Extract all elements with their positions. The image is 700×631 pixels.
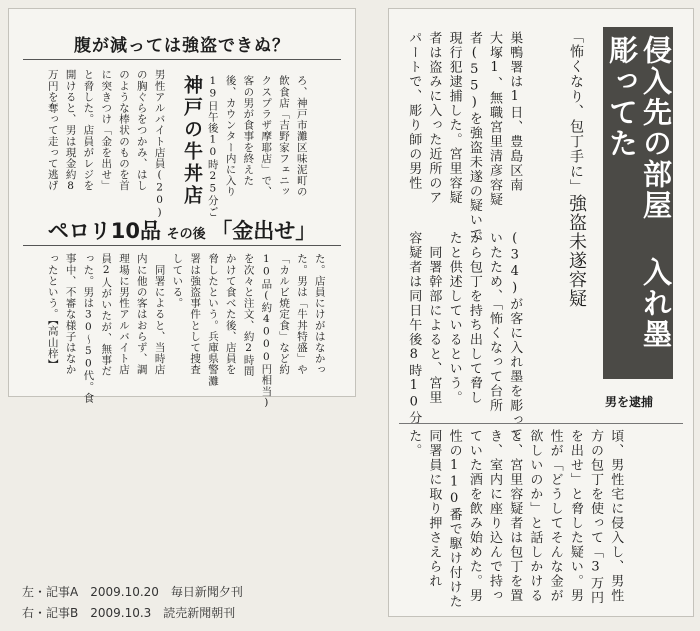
article-a-location-title: 神戸の牛丼店 xyxy=(181,75,203,207)
article-b-headline: 侵入先の部屋 入れ墨彫ってた xyxy=(603,27,673,379)
caption-left: 左・記事A 2009.10.20 毎日新聞夕刊 xyxy=(22,585,243,599)
article-b-body-col-3: 頃、男性宅に侵入し、男性 方の包丁を使って「3万円 を出せ」と脅した疑い。男 性が「どうしてそんな金が 欲しいのか」と話しかける と、宮里容疑者は包丁を置 き、室内に座り込んで持っ ていた酒を飲み始めた。男 性の110番で駆け付けた 同署員に取り押さえられ た。 xyxy=(406,429,624,609)
article-b-body-col-1: 巣鴨署は1日、豊島区南 大塚1、無職宮里清彦容疑 者(55)を強盗未遂の疑いで 現行犯逮捕した。宮里容疑 者は盗みに入った近所のア パートで、彫り師の男性 xyxy=(406,31,523,242)
article-a-body-col-2: 男性アルバイト店員(20) の胸ぐらをつかみ、はし のような棒状のものを首 に突きつけ「金を出せ」 と脅した。店員がレジを 開けると、男は現金約8 万円を奪って走って逃げ xyxy=(46,69,166,220)
article-a-headline: 腹が減っては強盗できぬ？ xyxy=(74,36,290,56)
article-a-subhead-mid: その後 xyxy=(166,227,206,242)
article-a-body-col-lead: ろ、神戸市灘区味泥町の 飲食店「吉野家フェニッ クスプラザ摩耶店」で、 客の男が食事を終えた 後、カウンター内に入り 19日午後10時25分ご xyxy=(206,75,308,218)
article-a-subhead-quote: 「金出せ」 xyxy=(211,219,317,243)
article-b-rule xyxy=(399,423,683,424)
article-b-subhead xyxy=(563,29,589,308)
article-a-clipping xyxy=(8,8,356,410)
article-a-top-rule xyxy=(23,59,341,60)
article-b-subhead-quote: 「怖くなり、包丁手に」 xyxy=(568,29,584,194)
article-b-clipping xyxy=(388,8,694,617)
source-captions xyxy=(22,582,243,624)
article-b-byline: 男を逮捕 xyxy=(605,395,654,409)
article-a-subhead xyxy=(9,215,355,245)
article-a-body-col-3: た。店員にけがはなかっ た。男は「牛丼特盛」や 「カルビ焼定食」など約 10品(約4000円相当) を次々と注文、約2時間 かけて食べた後、店員を 脅したという。兵庫県警灘 署は強盗事件として捜査 している。 同署によると、当時店 内に他の客はおらず、調 理場に男性アルバイト店 員2人がいたが、無事だ った。男は30〜50代。食 事中、不審な様子はなか ったという。【高山梓】 xyxy=(46,253,326,410)
article-b-subhead-charge: 強盗未遂容疑 xyxy=(566,194,587,308)
article-a-mid-rule xyxy=(23,245,341,246)
caption-right: 右・記事B 2009.10.3 読売新聞朝刊 xyxy=(22,606,236,620)
article-b-body-col-2: (34)が客に入れ墨を彫って いたため、「怖くなって台所 から包丁を持ち出して脅し たと供述しているという。 同署幹部によると、宮里 容疑者は同日午後8時10分 xyxy=(406,231,523,442)
article-a-subhead-main: ペロリ10品 xyxy=(47,219,162,243)
